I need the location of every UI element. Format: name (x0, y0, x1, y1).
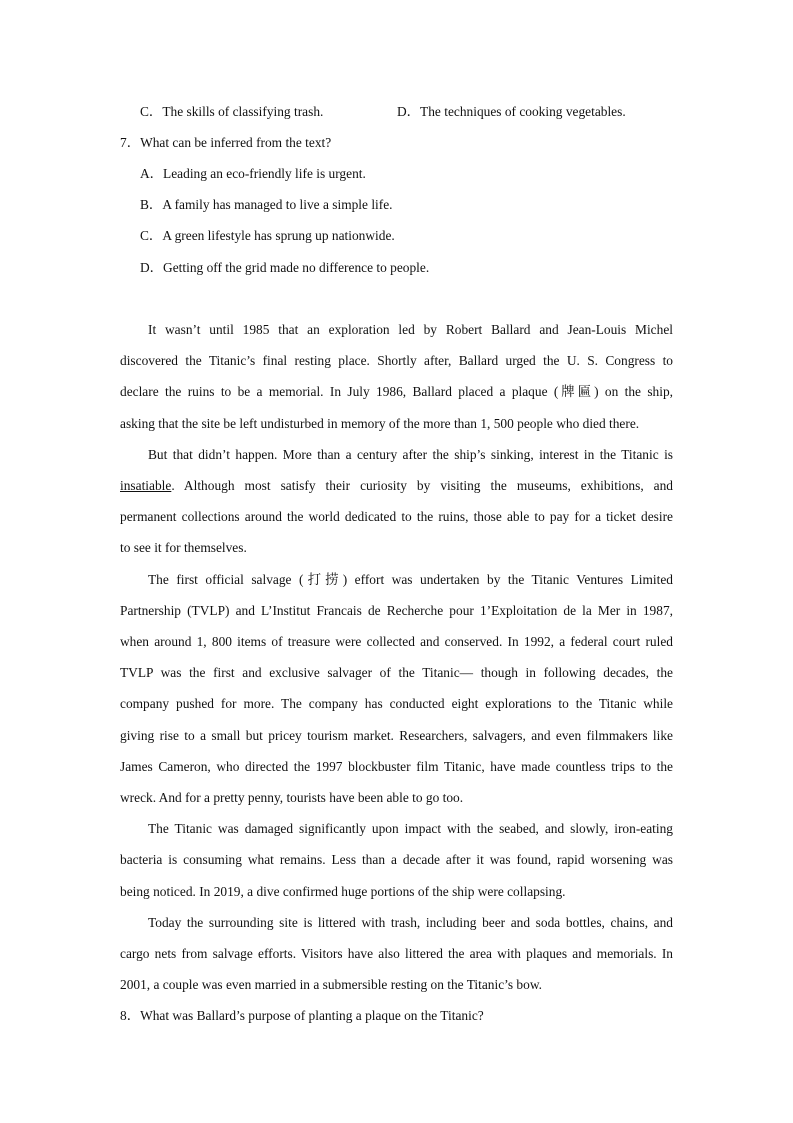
passage-p1-line1: It wasn’t until 1985 that an exploration led by Robert Ballard and Jean-Louis Michel (148, 322, 673, 337)
passage-p2-line2 (120, 478, 673, 494)
passage-p2-line4: to see it for themselves. (120, 540, 247, 555)
q7-option-d: D．Getting off the grid made no difference to people. (140, 260, 430, 275)
passage-p4-line1: The Titanic was damaged significantly upon impact with the seabed, and slowly, iron-eating (148, 821, 673, 836)
passage-p3-line5: company pushed for more. The company has conducted eight explorations to the Titanic while (120, 696, 673, 711)
q7-option-a: A．Leading an eco-friendly life is urgent. (140, 166, 366, 181)
passage-p2-line1: But that didn’t happen. More than a century after the ship’s sinking, interest in the Titanic is (148, 447, 673, 462)
q6-option-d: D．The techniques of cooking vegetables. (397, 104, 626, 119)
passage-p5-line3: 2001, a couple was even married in a submersible resting on the Titanic’s bow. (120, 977, 542, 992)
passage-p3-line8: wreck. And for a pretty penny, tourists have been able to go too. (120, 790, 464, 805)
passage-p5-line2: cargo nets from salvage efforts. Visitors have also littered the area with plaques and memorials. In (120, 946, 673, 961)
q7-stem: 7．What can be inferred from the text? (120, 135, 332, 150)
passage-p1-line4: asking that the site be left undisturbed in memory of the more than 1, 500 people who died there. (120, 416, 640, 431)
underlined-word: insatiable (120, 478, 172, 493)
passage-p2-line2-rest: . Although most satisfy their curiosity by visiting the museums, exhibitions, and (171, 478, 673, 493)
passage-p1-line2: discovered the Titanic’s final resting place. Shortly after, Ballard urged the U. S. Congress to (120, 353, 673, 368)
passage-p3-line4: TVLP was the first and exclusive salvager of the Titanic— though in following decades, the (120, 665, 673, 680)
passage-p3-line6: giving rise to a small but pricey tourism market. Researchers, salvagers, and even filmmakers like (120, 728, 673, 743)
q6-option-c: C．The skills of classifying trash. (140, 104, 324, 119)
passage-p3-line7: James Cameron, who directed the 1997 blockbuster film Titanic, have made countless trips to the (120, 759, 673, 774)
q7-option-c: C．A green lifestyle has sprung up nationwide. (140, 228, 395, 243)
q8-stem: 8．What was Ballard’s purpose of planting a plaque on the Titanic? (120, 1008, 484, 1023)
passage-p4-line2: bacteria is consuming what remains. Less than a decade after it was found, rapid worsening was (120, 852, 673, 867)
passage-p3-line1: The first official salvage (打捞) effort was undertaken by the Titanic Ventures Limited (148, 572, 673, 587)
passage-p3-line2: Partnership (TVLP) and L’Institut Francais de Recherche pour 1’Exploitation de la Mer in 1987, (120, 603, 673, 618)
q7-option-b: B．A family has managed to live a simple life. (140, 197, 393, 212)
passage-p4-line3: being noticed. In 2019, a dive confirmed huge portions of the ship were collapsing. (120, 884, 566, 899)
passage-p3-line3: when around 1, 800 items of treasure were collected and conserved. In 1992, a federal court ruled (120, 634, 673, 649)
passage-p1-line3: declare the ruins to be a memorial. In July 1986, Ballard placed a plaque (牌匾) on the ship, (120, 384, 673, 399)
passage-p5-line1: Today the surrounding site is littered with trash, including beer and soda bottles, chains, and (148, 915, 673, 930)
passage-p2-line3: permanent collections around the world dedicated to the ruins, those able to pay for a ticket desire (120, 509, 673, 524)
